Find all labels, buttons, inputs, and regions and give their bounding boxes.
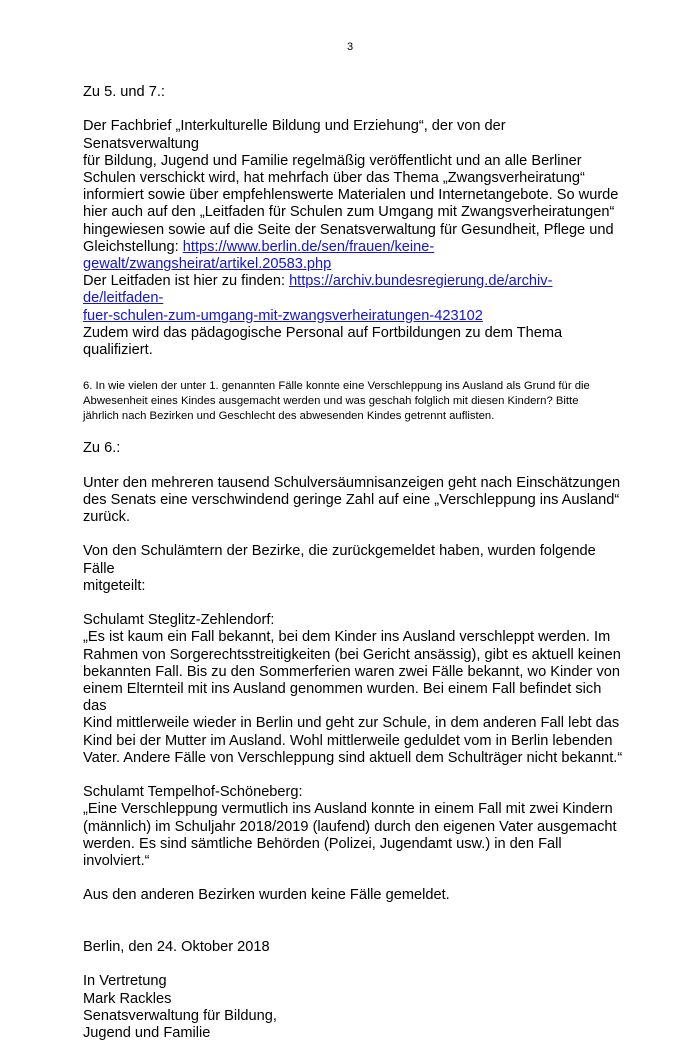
bundesregierung-link-continued[interactable]: fuer-schulen-zum-umgang-mit-zwangsverheiratungen-423102 — [83, 307, 483, 324]
other-districts-note: Aus den anderen Bezirken wurden keine Fälle gemeldet. — [83, 887, 450, 904]
berlin-link[interactable]: https://www.berlin.de/sen/frauen/keine- — [182, 238, 435, 255]
question-line: 6. In wie vielen der unter 1. genannten Fälle konnte eine Verschleppung ins Ausland als Grund für die — [83, 380, 590, 393]
quote-line: (männlich) im Schuljahr 2018/2019 (laufend) durch den eigenen Vater ausgemacht — [83, 818, 617, 835]
section-6-paragraph-2 — [83, 543, 623, 595]
signature-line: Senatsverwaltung für Bildung, — [83, 1007, 277, 1024]
text-line — [83, 308, 623, 325]
bundesregierung-link[interactable]: https://archiv.bundesregierung.de/archiv-de/leitfaden- — [83, 273, 553, 307]
quote-line: Vater. Andere Fälle von Verschleppung sind aktuell dem Schulträger nicht bekannt.“ — [83, 749, 623, 766]
quote-line: Rahmen von Sorgerechtsstreitigkeiten (bei Gericht ansässig), gibt es aktuell keinen — [83, 646, 621, 663]
school-office-name: Schulamt Steglitz-Zehlendorf: — [83, 612, 275, 629]
question-line: jährlich nach Bezirken und Geschlecht des abwesenden Kindes getrennt auflisten. — [83, 410, 495, 423]
berlin-link-continued[interactable]: gewalt/zwangsheirat/artikel.20583.php — [83, 256, 332, 273]
link-intro: Gleichstellung: — [83, 238, 183, 255]
tempelhof-schoeneberg-report — [83, 784, 623, 870]
text-line: informiert sowie über empfehlenswerte Materialen und Internetangebote. So wurde — [83, 187, 619, 204]
question-6 — [83, 379, 623, 424]
school-office-name: Schulamt Tempelhof-Schöneberg: — [83, 784, 303, 801]
quote-line: bekannten Fall. Bis zu den Sommerferien waren zwei Fälle bekannt, wo Kinder von — [83, 663, 621, 680]
text-line: qualifiziert. — [83, 342, 153, 359]
link-intro: Der Leitfaden ist hier zu finden: — [83, 273, 290, 290]
text-line: Schulen verschickt wird, hat mehrfach über das Thema „Zwangsverheiratung“ — [83, 170, 585, 186]
quote-line: einem Elternteil mit ins Ausland genommen wurden. Bei einem Fall befindet sich das — [83, 681, 602, 715]
quote-line: „Eine Verschleppung vermutlich ins Ausland konnte in einem Fall mit zwei Kindern — [83, 801, 613, 818]
quote-line: „Es ist kaum ein Fall bekannt, bei dem Kinder ins Ausland verschleppt werden. Im — [83, 629, 611, 646]
document-body — [83, 84, 623, 1042]
text-line: Der Fachbrief „Interkulturelle Bildung und Erziehung“, der von der Senatsverwaltung — [83, 118, 506, 152]
quote-line: Kind mittlerweile wieder in Berlin und geht zur Schule, in dem anderen Fall lebt das — [83, 715, 620, 732]
date-line: Berlin, den 24. Oktober 2018 — [83, 939, 270, 956]
quote-line: werden. Es sind sämtliche Behörden (Polizei, Jugendamt usw.) in den Fall involviert.“ — [83, 835, 562, 870]
signature-block — [83, 973, 623, 1042]
question-line: Abwesenheit eines Kindes ausgemacht werden und was geschah folglich mit diesen Kindern? Bitte — [83, 395, 579, 408]
page-number: 3 — [346, 41, 354, 53]
signature-line: Mark Rackles — [83, 990, 172, 1007]
section-5-7-paragraph — [83, 118, 623, 359]
text-line — [83, 239, 623, 256]
text-line — [83, 273, 623, 307]
text-line: des Senats eine verschwindend geringe Zahl auf eine „Verschleppung ins Ausland“ — [83, 491, 620, 508]
text-line — [83, 256, 623, 273]
text-line: hier auch auf den „Leitfaden für Schulen zum Umgang mit Zwangsverheiratungen“ — [83, 204, 615, 221]
text-line: Unter den mehreren tausend Schulversäumnisanzeigen geht nach Einschätzungen — [83, 474, 621, 491]
text-line: mitgeteilt: — [83, 577, 146, 594]
text-line: Zudem wird das pädagogische Personal auf Fortbildungen zu dem Thema — [83, 324, 563, 341]
text-line: für Bildung, Jugend und Familie regelmäßig veröffentlicht und an alle Berliner — [83, 152, 582, 169]
section-5-7-heading: Zu 5. und 7.: — [83, 84, 165, 100]
text-line: zurück. — [83, 509, 131, 526]
text-line: hingewiesen sowie auf die Seite der Senatsverwaltung für Gesundheit, Pflege und — [83, 221, 614, 238]
steglitz-zehlendorf-report — [83, 612, 623, 767]
signature-line: Jugend und Familie — [83, 1025, 211, 1042]
signature-line: In Vertretung — [83, 973, 167, 990]
section-6-paragraph-1 — [83, 475, 623, 527]
quote-line: Kind bei der Mutter im Ausland. Wohl mittlerweile geduldet vom in Berlin lebenden — [83, 732, 613, 749]
text-line: Von den Schulämtern der Bezirke, die zurückgemeldet haben, wurden folgende Fälle — [83, 543, 596, 577]
section-6-heading: Zu 6.: — [83, 440, 121, 457]
